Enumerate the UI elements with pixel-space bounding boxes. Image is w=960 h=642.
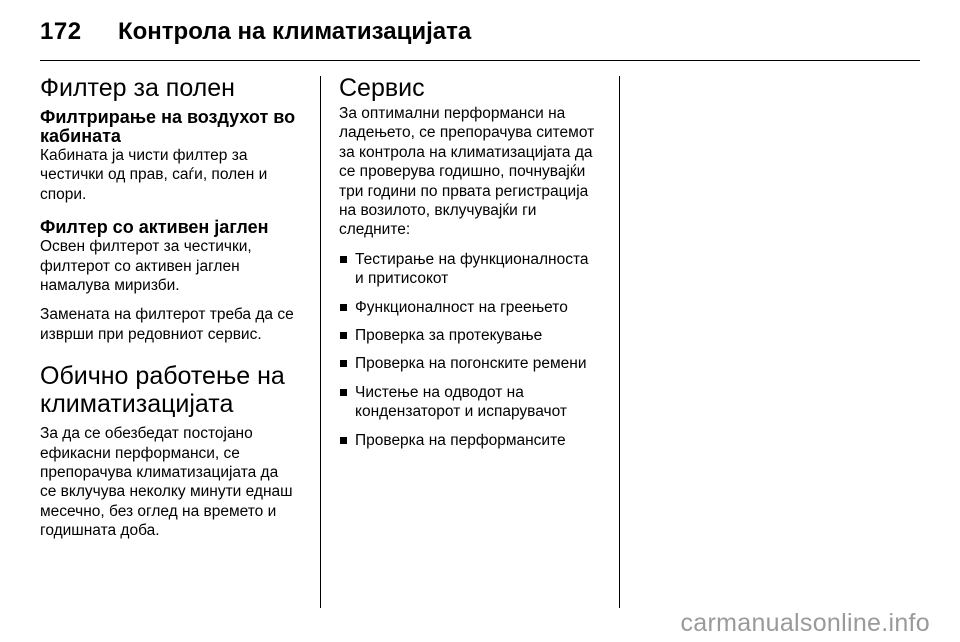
square-bullet-icon [340,437,347,444]
body-line: За да се обезбедат постојано [40,425,253,443]
watermark-text: carmanualsonline.info [680,609,930,637]
middle-column [339,74,609,459]
list-item [339,250,609,289]
page-number: 172 [40,18,82,45]
column-divider-right [619,76,620,608]
subheading-carbon-filter: Филтер со активен јаглен [40,217,269,238]
page-header [40,14,920,54]
square-bullet-icon [340,360,347,367]
subheading-cabin-air-line1: Филтрирање на воздухот во [40,107,296,127]
list-item [339,354,609,373]
body-line: Замената на филтерот треба да се [40,306,294,324]
list-item [339,383,609,422]
list-item-line: Чистење на одводот на [355,383,524,401]
list-item-line: Проверка за протекување [355,327,543,345]
body-line: три години по првата регистрација [339,182,589,200]
body-line: се проверува годишно, почнувајќи [339,163,586,181]
body-line: спори. [40,185,87,203]
body-line: честички од прав, саѓи, полен и [40,166,268,184]
column-divider-left [320,76,321,608]
list-item-line: Функционалност на греењето [355,298,568,316]
list-item-line: кондензаторот и испарувачот [355,403,567,421]
body-line: годишната доба. [40,522,160,540]
body-line: препорачува климатизацијата да [40,464,279,482]
square-bullet-icon [340,304,347,311]
subheading-cabin-air-line2: кабината [40,126,121,146]
body-line: месечно, без оглед на времето и [40,502,277,520]
body-line: за контрола на климатизацијата да [339,143,593,161]
square-bullet-icon [340,332,347,339]
running-head: Контрола на климатизацијата [118,18,472,45]
list-item-line: Проверка на перформансите [355,431,566,449]
body-line: Освен филтерот за честички, [40,238,252,256]
header-rule [40,60,920,61]
list-item [339,326,609,345]
square-bullet-icon [340,256,347,263]
list-item [339,431,609,450]
list-item-line: и притисокот [355,270,449,288]
body-line: За оптимални перформанси на [339,105,566,122]
body-line: ефикасни перформанси, се [40,444,240,462]
square-bullet-icon [340,389,347,396]
list-item [339,298,609,317]
list-item-line: Проверка на погонските ремени [355,355,587,373]
body-line: Кабината ја чисти филтер за [40,147,248,164]
section-title-ac-operation-line2: климатизацијата [40,390,234,419]
body-line: намалува миризби. [40,277,180,295]
section-title-ac-operation-line1: Обично работење на [40,362,285,391]
list-item-line: Тестирање на функционалноста [355,250,589,268]
left-column [40,74,310,541]
body-line: се вклучува неколку минути еднаш [40,483,293,501]
body-line: филтерот со активен јаглен [40,257,240,275]
section-title-pollen-filter: Филтер за полен [40,74,235,102]
body-line: следните: [339,221,411,239]
body-line: ладењето, се препорачува ситемот [339,124,595,142]
body-line: изврши при редовниот сервис. [40,325,262,343]
section-title-service: Сервис [339,74,425,102]
service-checklist [339,250,609,450]
body-line: на возилото, вклучувајќи ги [339,202,537,220]
